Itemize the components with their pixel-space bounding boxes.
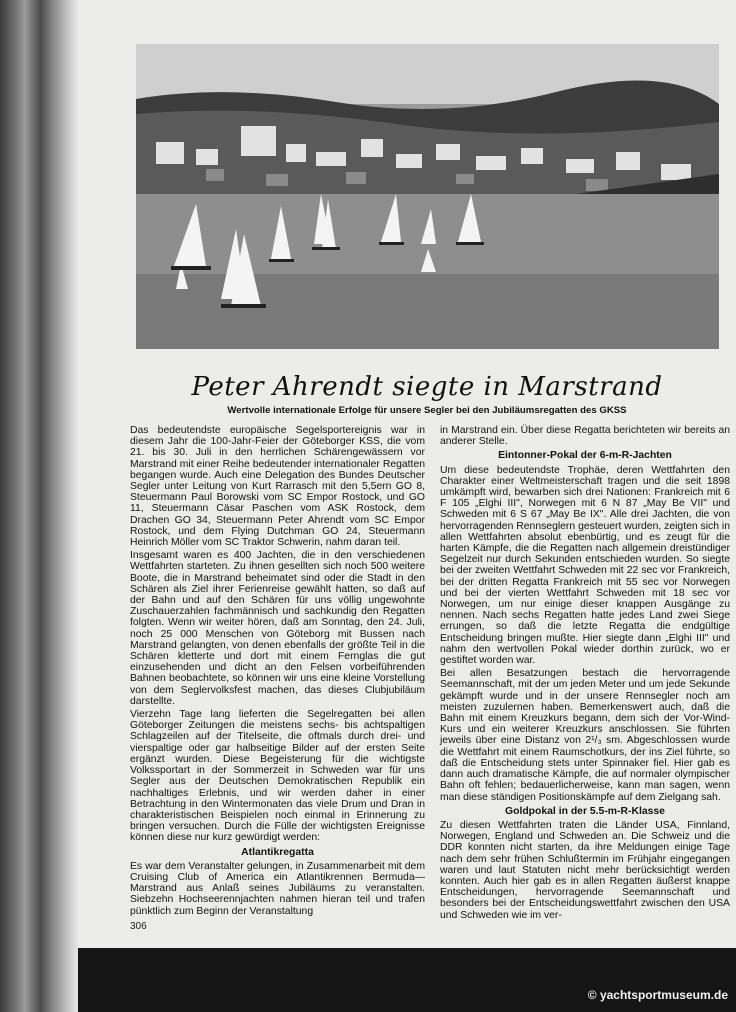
regatta-photo-image	[136, 44, 719, 349]
section-heading: Atlantikregatta	[241, 846, 314, 858]
paragraph: Zu diesen Wettfahrten traten die Länder USA, Finnland, Norwegen, England und Schweden an. Die Schweiz und die DDR konnten nicht starten, da ihre Meldungen einige Tage nach dem sehr frühen Schlußtermin im Frühjahr eingegangen waren und laut Statuten nicht mehr berücksichtigt werden konnten. Auch hier gab es in allen Regatten äußerst knappe Entscheidungen, hervorragende Seemannschaft und besonders bei der Entscheidungswettfahrt zwischen den USA und Schweden wie im ver-	[440, 819, 730, 921]
paragraph: in Marstrand ein. Über diese Regatta berichteten wir bereits an anderer Stelle.	[440, 425, 730, 448]
section-heading: Goldpokal in der 5.5-m-R-Klasse	[505, 805, 665, 817]
article-subtitle: Wertvolle internationale Erfolge für unsere Segler bei den Jubiläumsregatten des GKSS	[227, 405, 627, 416]
bottom-shadow	[78, 948, 736, 1012]
magazine-page	[78, 0, 736, 1012]
paragraph: Um diese bedeutendste Trophäe, deren Wettfahrten den Charakter einer Weltmeisterschaft tragen und die seit 1898 umkämpft wird, bewarben sich drei Nationen: Frankreich mit 6 F 105 „Elghi III", Norwegen mit 6 N 87 „May Be VII" und Schweden mit 6 S 67 „May Be IX". Alle drei Jachten, die von hervorragenden Rennseglern gesteuert wurden, zeigten sich in allen Wettfahrten absolut ebenbürtig, und es zeugt für die harten Kämpfe, die die Regatten nach allgemein dreistündiger Segelzeit nur durch Sekunden entschieden wurden. So siegte bei der zweiten Wettfahrt Schweden mit 22 sec vor Frankreich, bei der dritten Regatta Frankreich mit 55 sec vor Norwegen und bei der vierten Wettfahrt Schweden mit 18 sec vor Norwegen, um nur einige dieser knappen Ausgänge zu nennen. Nach sechs Regatten hatte jedes Land zwei Siege errungen, so daß die letzte Regatta die endgültige Entscheidung bringen mußte. Hier siegte dann „Elghi III" und nahm den wertvollen Pokal wieder dorthin zurück, wo er gestiftet worden war.	[440, 464, 730, 667]
paragraph: Bei allen Besatzungen bestach die hervorragende Seemannschaft, mit der um jeden Meter und um jede Sekunde gekämpft wurde und in der unsere Rennsegler noch am meisten zuzulernen haben. Bemerkenswert auch, daß die Bahn mit einem Kreuzkurs begann, dem sich der Vor-Wind-Kurs und ein weiterer Kreuzkurs anschlossen. Sie führten jeweils über eine Distanz von 2¹/₃ sm. Abgeschlossen wurde die Wettfahrt mit einem Raumschotkurs, der ins Ziel führte, so daß die Entscheidung stets unter Spinnaker fiel. Hier gab es dann auch dramatische Kämpfe, die auf normaler olympischer Bahn oft fehlen; bedauerlicherweise, kann man sagen, wenn man diese ständigen Positionskämpfe auf dem Zielgang sah.	[440, 668, 730, 803]
paragraph: Es war dem Veranstalter gelungen, in Zusammenarbeit mit dem Cruising Club of America ein Atlantikrennen Bermuda—Marstrand aus Anlaß seines Jubiläums zu veranstalten. Siebzehn Hochseerennjachten nahmen hieran teil und trafen pünktlich zum Beginn der Veranstaltung	[130, 860, 425, 917]
text-column-left	[130, 425, 425, 919]
paragraph: Das bedeutendste europäische Segelsportereignis war in diesem Jahr die 100-Jahr-Feier der Göteborger KSS, die vom 21. bis 30. Juli in den herrlichen Schärengewässern vor Marstrand mit einer Reihe bedeutender internationaler Regatten begangen wurde. Auch eine Delegation des Bundes Deutscher Segler unter Leitung von Kurt Rarrasch mit den 5,5ern GO 8, Steuermann Paul Borowski vom SC Empor Rostock, und GO 11, Steuermann Cäsar Paschen vom ASK Rostock, dem Drachen GO 34, Steuermann Peter Ahrendt vom SC Empor Rostock, und dem Flying Dutchman GO 24, Steuermann Heinrich Möller vom SC Traktor Schwerin, nahm daran teil.	[130, 425, 425, 549]
copyright-watermark: © yachtsportmuseum.de	[587, 988, 728, 1002]
article-title: Peter Ahrendt siegte in Marstrand	[191, 372, 663, 402]
paragraph: Vierzehn Tage lang lieferten die Segelregatten bei allen Göteborger Zeitungen die meistens sechs- bis achtspaltigen Schlagzeilen auf der Titelseite, die oftmals durch drei- und vierspaltige oder gar halbseitige Bilder auf der ersten Seite ergänzt wurden. Diese Begeisterung für die wichtigste Volkssportart in der Sommerzeit in Schweden war für uns Segler aus der Deutschen Demokratischen Republik ein nachhaltiges Erlebnis, und wir werden daher in einer Betrachtung in den Wintermonaten das viele Drum und Dran in charakteristischen Beispielen noch einmal in Erinnerung zu bringen versuchen. Durch die Fülle der wichtigsten Ereignisse können diese nur kurz gewürdigt werden:	[130, 709, 425, 844]
regatta-photo	[136, 44, 719, 349]
paragraph: Insgesamt waren es 400 Jachten, die in den verschiedenen Wettfahrten starteten. Zu ihnen gesellten sich noch 500 weitere Boote, die in Marstrand beheimatet sind oder die Stadt in den Schären als Ziel ihrer Ferienreise gewählt hatten, so daß auf der Bahn und auf den Schären für uns völlig ungewohnte Zuschauerzahlen fachmännisch und sachkundig den Regatten folgten. Wenn wir weiter hören, daß am Sonntag, den 24. Juli, noch 25 000 Menschen von Göteborg mit Bussen nach Marstrand gelangten, von denen ebenfalls der größte Teil in die Schären kletterte und dort mit einem Fernglas die gut einzusehenden und dicht an den Felsen vorbeiführenden Bahnen beobachtete, so können wir uns eine kleine Vorstellung von dem Seglervolksfest machen, das dieses Clubjubiläum darstellte.	[130, 550, 425, 707]
page-number: 306	[130, 921, 147, 932]
text-column-right	[440, 425, 730, 923]
section-heading: Eintonner-Pokal der 6-m-R-Jachten	[498, 450, 672, 462]
book-binding-gutter	[0, 0, 78, 1012]
